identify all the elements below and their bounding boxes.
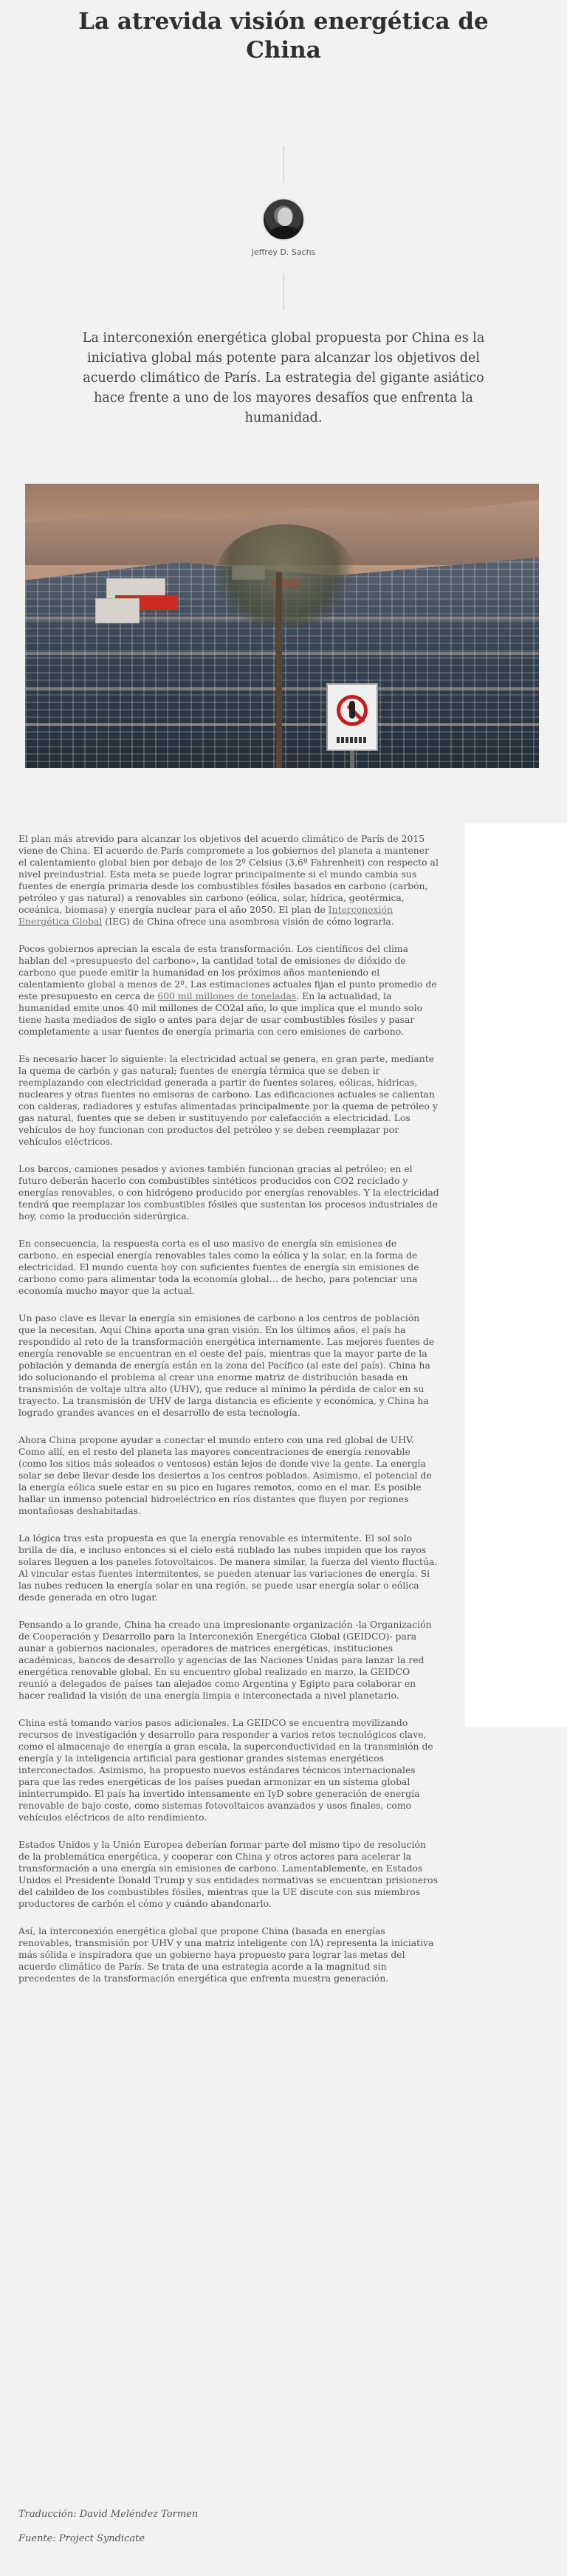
paragraph-7: Ahora China propone ayudar a conectar el mundo entero con una red global de UHV. Como allí, en el resto del planeta las mayores concentraciones de energía renovable (como los sitios más soleados o ventosos) están lejos de donde vive la gente. La energía solar se debe llevar desde los desiertos a los centros poblados. Asimismo, el potencial de la energía eólica suele estar en su pico en lugares remotos, como en el mar. Es posible hallar un inmenso potencial hidroeléctrico en ríos distantes que fluyen por regiones montañosas deshabitadas. [18,1434,432,1516]
article-footer [18,2508,439,2557]
paragraph-4: Los barcos, camiones pesados y aviones también funcionan gracias al petróleo; en el futuro deberán hacerlo con combustibles sintéticos producidos con CO2 reciclado y energías renovables, o con hidrógeno producido por energías renovables. Y la electricidad tendrá que reemplazar los combustibles fósiles que sustentan los procesos industriales de hoy, como la producción siderúrgica. [18,1163,439,1222]
article-lead: La interconexión energética global propuesta por China es la iniciativa global más potente para alcanzar los objetivos del acuerdo climático de París. La estrategia del gigante asiático hace frente a uno de los mayores desafíos que enfrenta la humanidad. [82,331,485,425]
paragraph-text: . En la actualidad, la humanidad emite unos 40 mil millones de CO2al año, lo que implica que el mundo solo tiene hasta mediados de siglo o antes para dejar de usar combustibles fósiles y pasar completamente a usar fuentes de energía primaria con cero emisiones de carbono. [18,990,423,1037]
article-header [0,0,567,428]
paragraph-8: La lógica tras esta propuesta es que la energía renovable es intermitente. El sol solo brilla de día, e incluso entonces si el cielo está nublado las nubes impiden que los rayos solares lleguen a los paneles fotovoltaicos. De manera similar, la fuerza del viento fluctúa. Al vincular estas fuentes intermitentes, se pueden atenuar las variaciones de energía. Si las nubes reducen la energía solar en una región, se puede usar energía solar o eólica desde generada en otro lugar. [18,1532,438,1603]
building-shape [95,598,140,623]
hero-image [25,484,539,768]
person-icon [349,701,355,719]
paragraph-5: En consecuencia, la respuesta corta es el uso masivo de energía sin emisiones de carbono, en especial energía renovables tales como la eólica y la solar, en la forma de electricidad. El mundo cuenta hoy con suficientes fuentes de energía sin emisiones de carbono como para alimentar toda la economía global… de hecho, para potenciar una economía mucho mayor que la actual. [18,1238,419,1296]
warning-sign-icon [326,683,378,751]
article-body [18,833,439,2000]
source-credit: Fuente: Project Syndicate [18,2533,145,2544]
right-sidebar [465,823,567,1727]
paragraph-6: Un paso clave es llevar la energía sin emisiones de carbono a los centros de población que la necesitan. Aquí China aporta una gran visión. En los últimos años, el país ha respondido al reto de la transformación energética internamente. Las mejores fuentes de energía renovable se encuentran en el oeste del país, mientras que la mayor parte de la población y demanda de energía están en la zona del Pacífico (al este del país). China ha ido solucionando el problema al crear una enorme matriz de distribución basada en transmisión de voltaje ultra alto (UHV), que reduce al mínimo la pérdida de calor en su trayecto. La transmisión de UHV de larga distancia es eficiente y económica, y China ha logrado grandes avances en el desarrollo de esta tecnología. [18,1312,435,1418]
link-carbon-budget[interactable]: 600 mil millones de toneladas [157,990,297,1001]
paragraph-10: China está tomando varios pasos adicionales. La GEIDCO se encuentra movilizando recursos de investigación y desarrollo para responder a varios retos tecnológicos clave, como el almacenaje de energía a gran escala, la superconductividad en la transmisión de energía y la inteligencia artificial para gestionar grandes sistemas energéticos interconectados. Asimismo, ha propuesto nuevos estándares técnicos internacionales para que las redes energéticas de los países puedan armonizar en un sistema global ininterrumpido. El país ha invertido intensamente en IyD sobre generación de energía renovable de bajo coste, como sistemas fotovoltaicos avanzados y usos finales, como vehículos eléctricos de alto rendimiento. [18,1717,433,1823]
author-avatar [262,198,305,241]
tree-crown [216,524,356,628]
panel-row-gap [25,723,539,726]
paragraph-9: Pensando a lo grande, China ha creado una impresionante organización -la Organización de Cooperación y Desarrollo para la Interconexión Energética Global (GEIDCO)- para aunar a gobiernos nacionales, operadores de matrices energéticas, instituciones académicas, bancos de desarrollo y agencias de las Naciones Unidas para lanzar la red energética renovable global. En su encuentro global realizado en marzo, la GEIDCO reunió a delegados de países tan alejados como Argentina y Egipto para colaborar en hacer realidad la visión de una energía limpia e interconectada a nivel planetario. [18,1619,432,1701]
author-name: Jeffrey D. Sachs [251,247,316,257]
paragraph-12: Así, la interconexión energética global que propone China (basada en energías renovables, transmisión por UHV y una matriz inteligente con IA) representa la iniciativa más sólida e inspiradora que un gobierno haya propuesto para lograr las metas del acuerdo climático de París. Se trata de una estrategia acorde a la magnitud sin precedentes de la transformación energética que enfrenta muestra generación. [18,1925,434,1984]
paragraph-3: Es necesario hacer lo siguiente: la electricidad actual se genera, en gran parte, mediante la quema de carbón y gas natural; fuentes de energía térmica que se deben ir reemplazando con electricidad generada a partir de fuentes solares, eólicas, hídricas, nucleares y otras fuentes no emisoras de carbono. Las edificaciones actuales se calientan con calderas, radiadores y estufas alimentadas principalmente por la quema de petróleo y gas natural, fuentes que se deben ir sustituyendo por calefacción a electricidad. Los vehículos de hoy funcionan con productos del petróleo y se deben reemplazar por vehículos eléctricos. [18,1053,438,1147]
avatar-face-icon [278,208,292,226]
paragraph-text: (IEG) de China ofrece una asombrosa visión de cómo lograrla. [102,916,394,927]
paragraph-text: El plan más atrevido para alcanzar los objetivos del acuerdo climático de París de 2015 viene de China. El acuerdo de París compromete a los gobiernos del planeta a mantener el calentamiento global bien por debajo de los 2º Celsius (3,6º Fahrenheit) con respecto al nivel preindustrial. Esta meta se puede lograr principalmente si el mundo cambia sus fuentes de energía primaria desde los combustibles fósiles basados en carbono (carbón, petróleo y gas natural) a renovables sin carbono (eólica, solar, hídrica, geotérmica, oceánica, biomasa) y energía nuclear para el año 2050. El plan de [18,833,439,915]
translation-credit: Traducción: David Meléndez Tormen [18,2509,199,2520]
avatar-body-icon [269,226,300,241]
tree-trunk [276,572,282,768]
article-title: La atrevida visión energética de China [78,8,489,64]
link-global-energy-interconnection[interactable]: Interconexión Energética Global [18,904,393,927]
paragraph-text: Pocos gobiernos aprecian la escala de esta transformación. Los científicos del clima hablan del «presupuesto del carbono», la cantidad total de emisiones de dióxido de carbono que puede emitir la humanidad en los próximos años manteniendo el calentamiento global a menos de 2º. Las estimaciones actuales fijan el punto promedio de este presupuesto en cerca de [18,943,437,1001]
paragraph-1 [18,833,439,928]
paragraph-2 [18,943,439,1038]
panel-row-gap [25,688,539,691]
panel-row-gap [25,652,539,655]
sign-caption-shape [337,737,368,743]
paragraph-11: Estados Unidos y la Unión Europea deberían formar parte del mismo tipo de resolución de la problemática energética, y cooperar con China y otros actores para acelerar la transformación a una energía sin emisiones de carbono. Lamentablemente, en Estados Unidos el Presidente Donald Trump y sus entidades normativas se encuentran prisioneros del cabildeo de los combustibles fósiles, mientras que la UE discute con sus miembros productores de carbón el cómo y cuándo abandonarlo. [18,1839,438,1909]
